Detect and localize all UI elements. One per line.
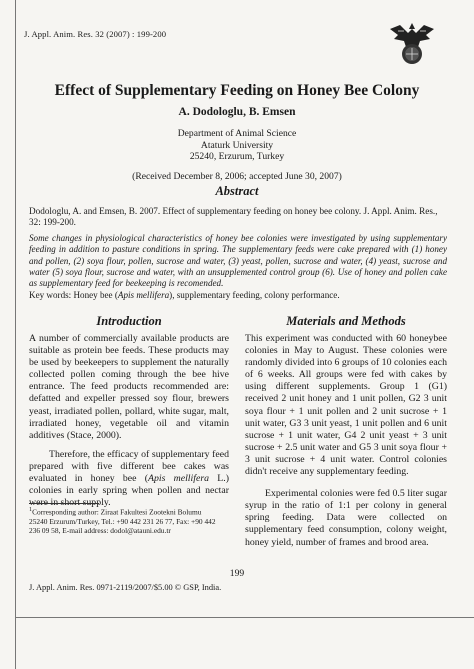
keywords-species: Apis mellifera [117,290,170,300]
introduction-body [29,333,229,509]
introduction-paragraph-2 [29,449,229,509]
received-dates: (Received December 8, 2006; accepted June 30, 2007) [132,171,342,182]
intro-p2-before: Therefore, the efficacy of supplementary feed prepared with five different bee cakes was evaluated in honey bee ( [29,448,229,485]
intro-p2-species: Apis mellifera [147,473,210,485]
paper-title: Effect of Supplementary Feeding on Honey Bee Colony [54,82,420,99]
affiliation [0,128,474,163]
methods-paragraph-2: Experimental colonies were fed 0.5 liter sugar syrup in the ratio of 1:1 per colony in general spring feeding. Data were collected on supplementary feed consumption, colony weight, honey yield, number of frames and brood area. [245,488,447,548]
citation-line-2: 32: 199-200. [29,217,76,228]
footnote-rule [29,503,99,504]
affiliation-university: Ataturk University [200,139,274,151]
methods-heading: Materials and Methods [286,314,406,328]
introduction-heading: Introduction [96,314,162,328]
footnote-line-1 [29,506,229,517]
footnote-line-3: 236 09 58, E-mail address: dodol@atauni.edu.tr [29,526,171,536]
keywords [29,290,447,301]
methods-paragraph-1: This experiment was conducted with 60 honeybee colonies in May to August. These colonies were randomly divided into 6 groups of 10 colonies each of 6 weeks. All groups were fed with cakes by using different supplements. Group 1 (G1) received 2 unit honey and 1 unit pollen, G2 3 unit soya flour + 1 unit pollen and 2 unit sucrose + 1 unit water, G3 3 unit yeast, 1 unit pollen and 6 unit sucrose + 1 unit water, G4 2 unit yeast + 3 unit sucrose + 2.5 unit water and G5 3 unit soya flour + 3 unit sucrose + 4 unit water. Control colonies didn't receive any supplementary feeding. [245,333,447,478]
keywords-suffix: ), supplementary feeding, colony performance. [169,290,340,300]
page-number: 199 [229,568,245,579]
keywords-prefix: Key words: Honey bee ( [29,290,118,300]
intro-p2-after: L.) colonies in early spring when pollen and nectar were in short supply. [29,473,229,509]
footnote-mark: 1 [29,507,33,513]
abstract-heading: Abstract [215,184,259,198]
scan-bottom-edge [15,617,474,618]
journal-header: J. Appl. Anim. Res. 32 (2007) : 199-200 [24,29,167,39]
footnote-line-2: 25240 Erzurum/Turkey, Tel.: +90 442 231 26 77, Fax: +90 442 [29,516,216,526]
authors: A. Dodologlu, B. Emsen [178,106,296,118]
citation-line-1: Dodologlu, A. and Emsen, B. 2007. Effect of supplementary feeding on honey bee colony. J. Appl. Anim. Res., [29,206,438,216]
journal-footer: J. Appl. Anim. Res. 0971-2119/2007/$5.00 © GSP, India. [29,583,222,592]
citation [29,206,447,229]
affiliation-city: 25240, Erzurum, Turkey [189,151,285,162]
affiliation-department: Department of Animal Science [177,128,297,139]
eagle-emblem-icon [388,17,436,67]
methods-body [245,333,447,549]
abstract-body: Some changes in physiological characteristics of honey bee colonies were investigated by using supplementary feeding in addition to pasture conditions in spring. The supplementary feeds were cake prepared with (1) honey and pollen, (2) soya flour, pollen, sucrose and water, (3) yeast, pollen, sucrose and water, (4) yeast, sucrose and water (5) soya flour, sucrose and water, with an unsupplemented control group (6). Use of honey and pollen cake as supplementary feed for beekeeping is recomended. [29,233,447,289]
introduction-paragraph-1: A number of commercially available products are suitable as protein bee feeds. These products may be used by beekeepers to supplement the naturally collected pollen coming through the bee hive entrance. The feed products recommended are: defatted and expeller pressed soy flour, brewers yeast, irradiated pollen, pollard, white sugar, malt, irradiated honey, vegetable oil and vitamin additives (Stace, 2000). [29,333,229,441]
footnote [29,506,229,535]
footnote-text-1: Corresponding author: Ziraat Fakultesi Zootekni Bolumu [32,507,202,517]
